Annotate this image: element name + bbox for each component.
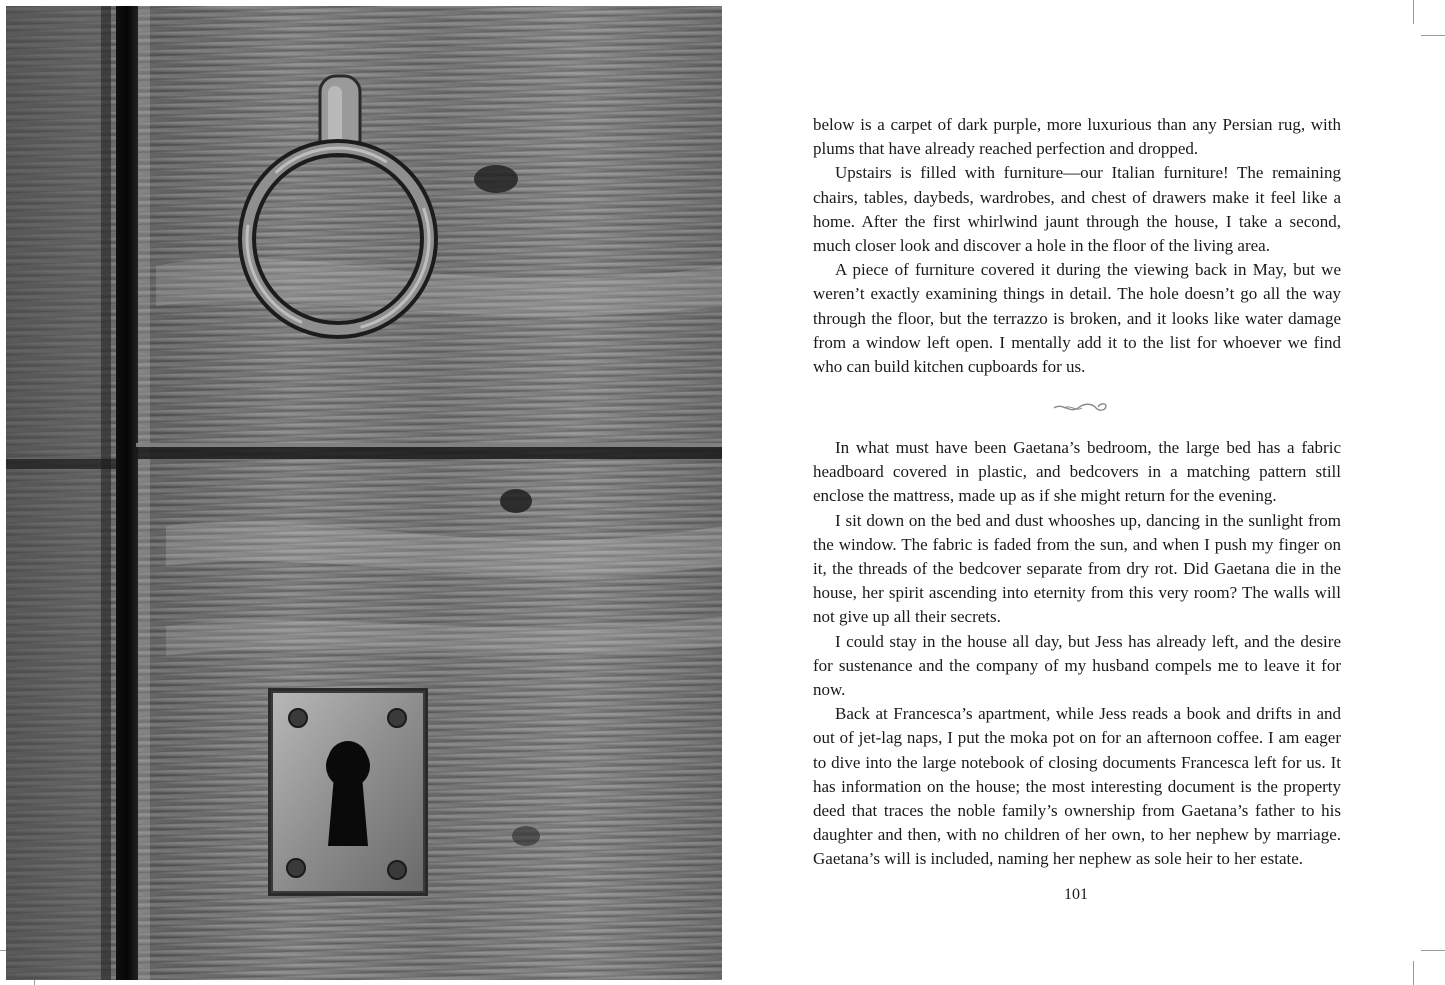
paragraph: Back at Francesca’s apartment, while Jess reads a book and drifts in and out of jet-lag naps, I put the moka pot on for an afternoon coffee. I am eager to dive into the large notebook of closing documents Francesca left for us. It has information on the house; the most interesting document is the property deed that traces the noble family’s ownership from Gaetana’s father to his daughter and then, with no children of her own, to her nephew by marriage. Gaetana’s will is included, naming her nephew as sole heir to her estate.: [813, 704, 1341, 869]
paragraph: I could stay in the house all day, but Jess has already left, and the desire for sustenance and the company of my husband compels me to leave it for now.: [813, 631, 1341, 700]
page-number: 101: [1064, 886, 1088, 903]
crop-mark: [1413, 0, 1414, 24]
keyhole-plate: [268, 688, 428, 896]
paragraph: In what must have been Gaetana’s bedroom, the large bed has a fabric headboard covered in plastic, and bedcovers in a matching pattern still enclose the mattress, made up as if she might return for the evening.: [813, 438, 1341, 506]
body-text: [813, 113, 1341, 379]
door-photograph: [6, 6, 722, 980]
paragraph: below is a carpet of dark purple, more luxurious than any Persian rug, with plums that have already reached perfection and dropped.: [813, 115, 1341, 159]
body-text-after-break: [813, 436, 1341, 872]
flourish-icon: [1050, 400, 1110, 416]
paragraph: A piece of furniture covered it during the viewing back in May, but we weren’t exactly examining things in detail. The hole doesn’t go all the way through the floor, but the terrazzo is broken, and it looks like water damage from a window left open. I mentally add it to the list for whoever we find who can build kitchen cupboards for us.: [813, 260, 1341, 377]
paragraph: I sit down on the bed and dust whooshes up, dancing in the sunlight from the window. The fabric is faded from the sun, and when I push my finger on it, the threads of the bedcover separate from dry rot. Did Gaetana die in the house, her spirit ascending into eternity from this very room? The walls will not give up all their secrets.: [813, 510, 1341, 627]
paragraph: Upstairs is filled with furniture—our Italian furniture! The remaining chairs, tables, daybeds, wardrobes, and chest of drawers make it feel like a home. After the first whirlwind jaunt through the house, I take a second, much closer look and discover a hole in the floor of the living area.: [813, 163, 1341, 256]
crop-mark: [1421, 950, 1445, 951]
door-knocker-and-keyhole-icon: [6, 6, 722, 980]
crop-mark: [1421, 35, 1445, 36]
crop-mark: [1413, 961, 1414, 985]
